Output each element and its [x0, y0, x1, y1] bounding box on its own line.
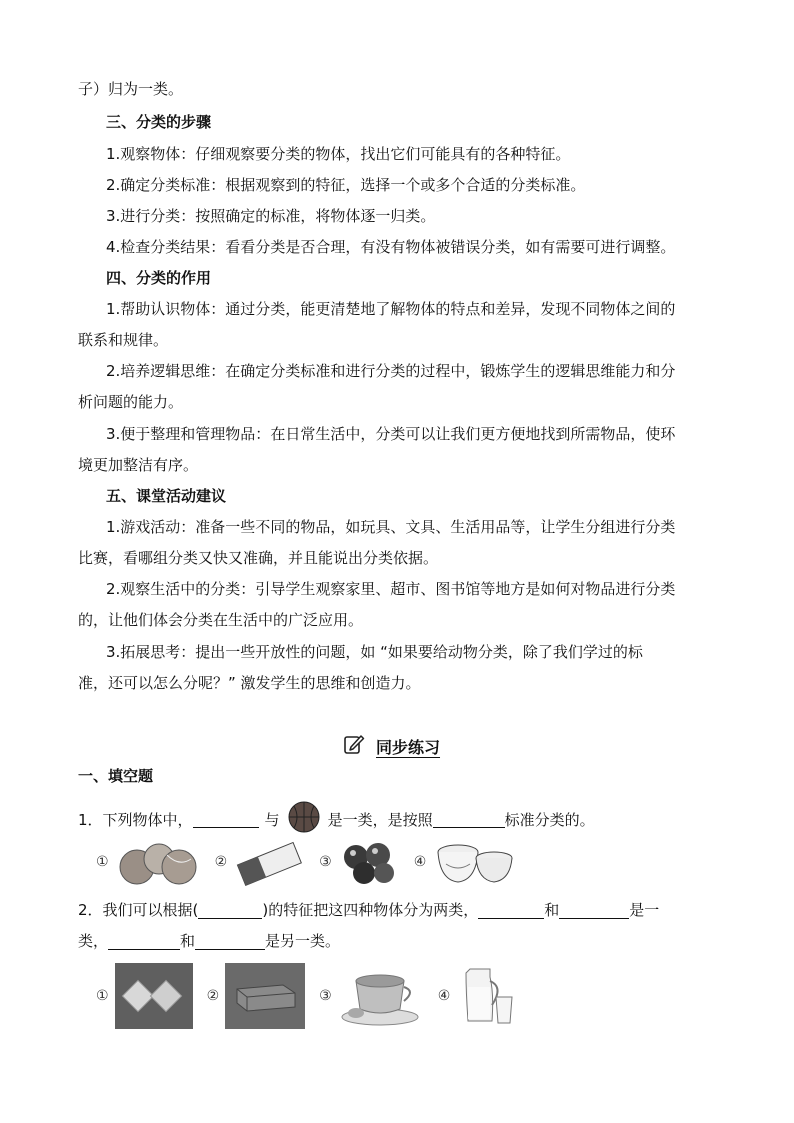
section5-item-2-line1: 2.观察生活中的分类：引导学生观察家里、超市、图书馆等地方是如何对物品进行分类 — [106, 580, 676, 598]
q2-blank-3[interactable] — [108, 933, 180, 950]
marbles-image — [338, 837, 400, 887]
q2-option-2 — [207, 963, 306, 1029]
q1-prefix: 1．下列物体中， — [78, 810, 193, 829]
fill-blank-heading: 一、填空题 — [78, 767, 154, 785]
q1-option-3 — [319, 837, 400, 887]
tea-cup-image — [338, 963, 424, 1029]
section4-item-1-line2: 联系和规律。 — [78, 331, 169, 349]
q1-option-1-label: ① — [96, 854, 109, 870]
q2-line1-c: 和 — [544, 901, 560, 919]
practice-heading — [342, 732, 440, 760]
q1-option-1 — [96, 837, 201, 887]
q2-blank-2[interactable] — [559, 902, 629, 919]
section4-item-3-line1: 3.便于整理和管理物品：在日常生活中，分类可以让我们更方便地找到所需物品，使环 — [106, 425, 676, 443]
q2-option-1-label: ① — [96, 988, 109, 1004]
practice-title: 同步练习 — [376, 737, 441, 757]
q1-blank-2[interactable] — [433, 811, 505, 828]
q2-line2-b: 和 — [180, 932, 196, 950]
ice-cubes-image — [115, 963, 193, 1029]
q2-option-3 — [319, 963, 424, 1029]
q1-option-4 — [414, 836, 517, 888]
balls-image — [115, 837, 201, 887]
section5-item-3-line1: 3.拓展思考：提出一些开放性的问题，如 “如果要给动物分类，除了我们学过的标 — [106, 643, 643, 661]
q2-option-4 — [438, 963, 519, 1029]
question-1 — [78, 801, 595, 838]
section5-item-1-line1: 1.游戏活动：准备一些不同的物品，如玩具、文具、生活用品等，让学生分组进行分类 — [106, 518, 676, 536]
bowls-image — [432, 836, 516, 888]
section5-heading: 五、课堂活动建议 — [106, 487, 227, 505]
q2-line1-b: )的特征把这四种物体分为两类， — [262, 901, 479, 919]
milk-jug-image — [456, 963, 518, 1029]
q1-suffix: 标准分类的。 — [504, 810, 595, 829]
q2-blank-1[interactable] — [478, 902, 544, 919]
q2-blank-feature[interactable] — [198, 902, 262, 919]
intro-tail-text: 子）归为一类。 — [78, 80, 184, 98]
section4-item-2-line2: 析问题的能力。 — [78, 393, 184, 411]
section4-heading: 四、分类的作用 — [106, 269, 212, 287]
q1-option-2-label: ② — [214, 854, 228, 870]
q2-options — [96, 963, 532, 1029]
q2-line2-c: 是另一类。 — [265, 932, 341, 950]
q1-blank-1[interactable] — [193, 811, 259, 828]
section5-item-2-line2: 的，让他们体会分类在生活中的广泛应用。 — [78, 611, 364, 629]
q2-option-3-label: ③ — [319, 988, 332, 1004]
q2-option-1 — [96, 963, 193, 1029]
question-2-line-2 — [78, 931, 340, 951]
section4-item-2-line1: 2.培养逻辑思维：在确定分类标准和进行分类的过程中，锻炼学生的逻辑思维能力和分 — [106, 362, 676, 380]
question-2-line-1 — [78, 900, 659, 920]
section3-heading: 三、分类的步骤 — [106, 113, 212, 131]
q1-option-3-label: ③ — [319, 854, 332, 870]
q2-line2-a: 类， — [78, 932, 109, 950]
section5-item-1-line2: 比赛，看哪组分类又快又准确，并且能说出分类依据。 — [78, 549, 439, 567]
section3-item-2: 2.确定分类标准：根据观察到的特征，选择一个或多个合适的分类标准。 — [106, 176, 586, 194]
section3-item-3: 3.进行分类：按照确定的标准，将物体逐一归类。 — [106, 207, 436, 225]
pencil-note-icon — [342, 732, 366, 760]
section4-item-3-line2: 境更加整洁有序。 — [78, 456, 199, 474]
q1-options — [96, 836, 530, 888]
q2-line1-a: 2．我们可以根据( — [78, 901, 199, 919]
q1-mid2: 是一类，是按照 — [327, 810, 433, 829]
basketball-image — [288, 801, 320, 838]
eraser-image — [233, 837, 305, 887]
section3-item-4: 4.检查分类结果：看看分类是否合理，有没有物体被错误分类，如有需要可进行调整。 — [106, 238, 676, 256]
q2-option-2-label: ② — [206, 988, 220, 1004]
q1-option-2 — [215, 837, 306, 887]
brick-image — [225, 963, 305, 1029]
section4-item-1-line1: 1.帮助认识物体：通过分类，能更清楚地了解物体的特点和差异，发现不同物体之间的 — [106, 300, 676, 318]
section5-item-3-line2: 准，还可以怎么分呢？” 激发学生的思维和创造力。 — [78, 674, 421, 692]
q2-blank-4[interactable] — [195, 933, 265, 950]
q2-line1-d: 是一 — [629, 901, 660, 919]
q1-mid1: 与 — [264, 810, 280, 829]
section3-item-1: 1.观察物体：仔细观察要分类的物体，找出它们可能具有的各种特征。 — [106, 145, 571, 163]
q1-option-4-label: ④ — [413, 854, 427, 870]
q2-option-4-label: ④ — [437, 988, 451, 1004]
